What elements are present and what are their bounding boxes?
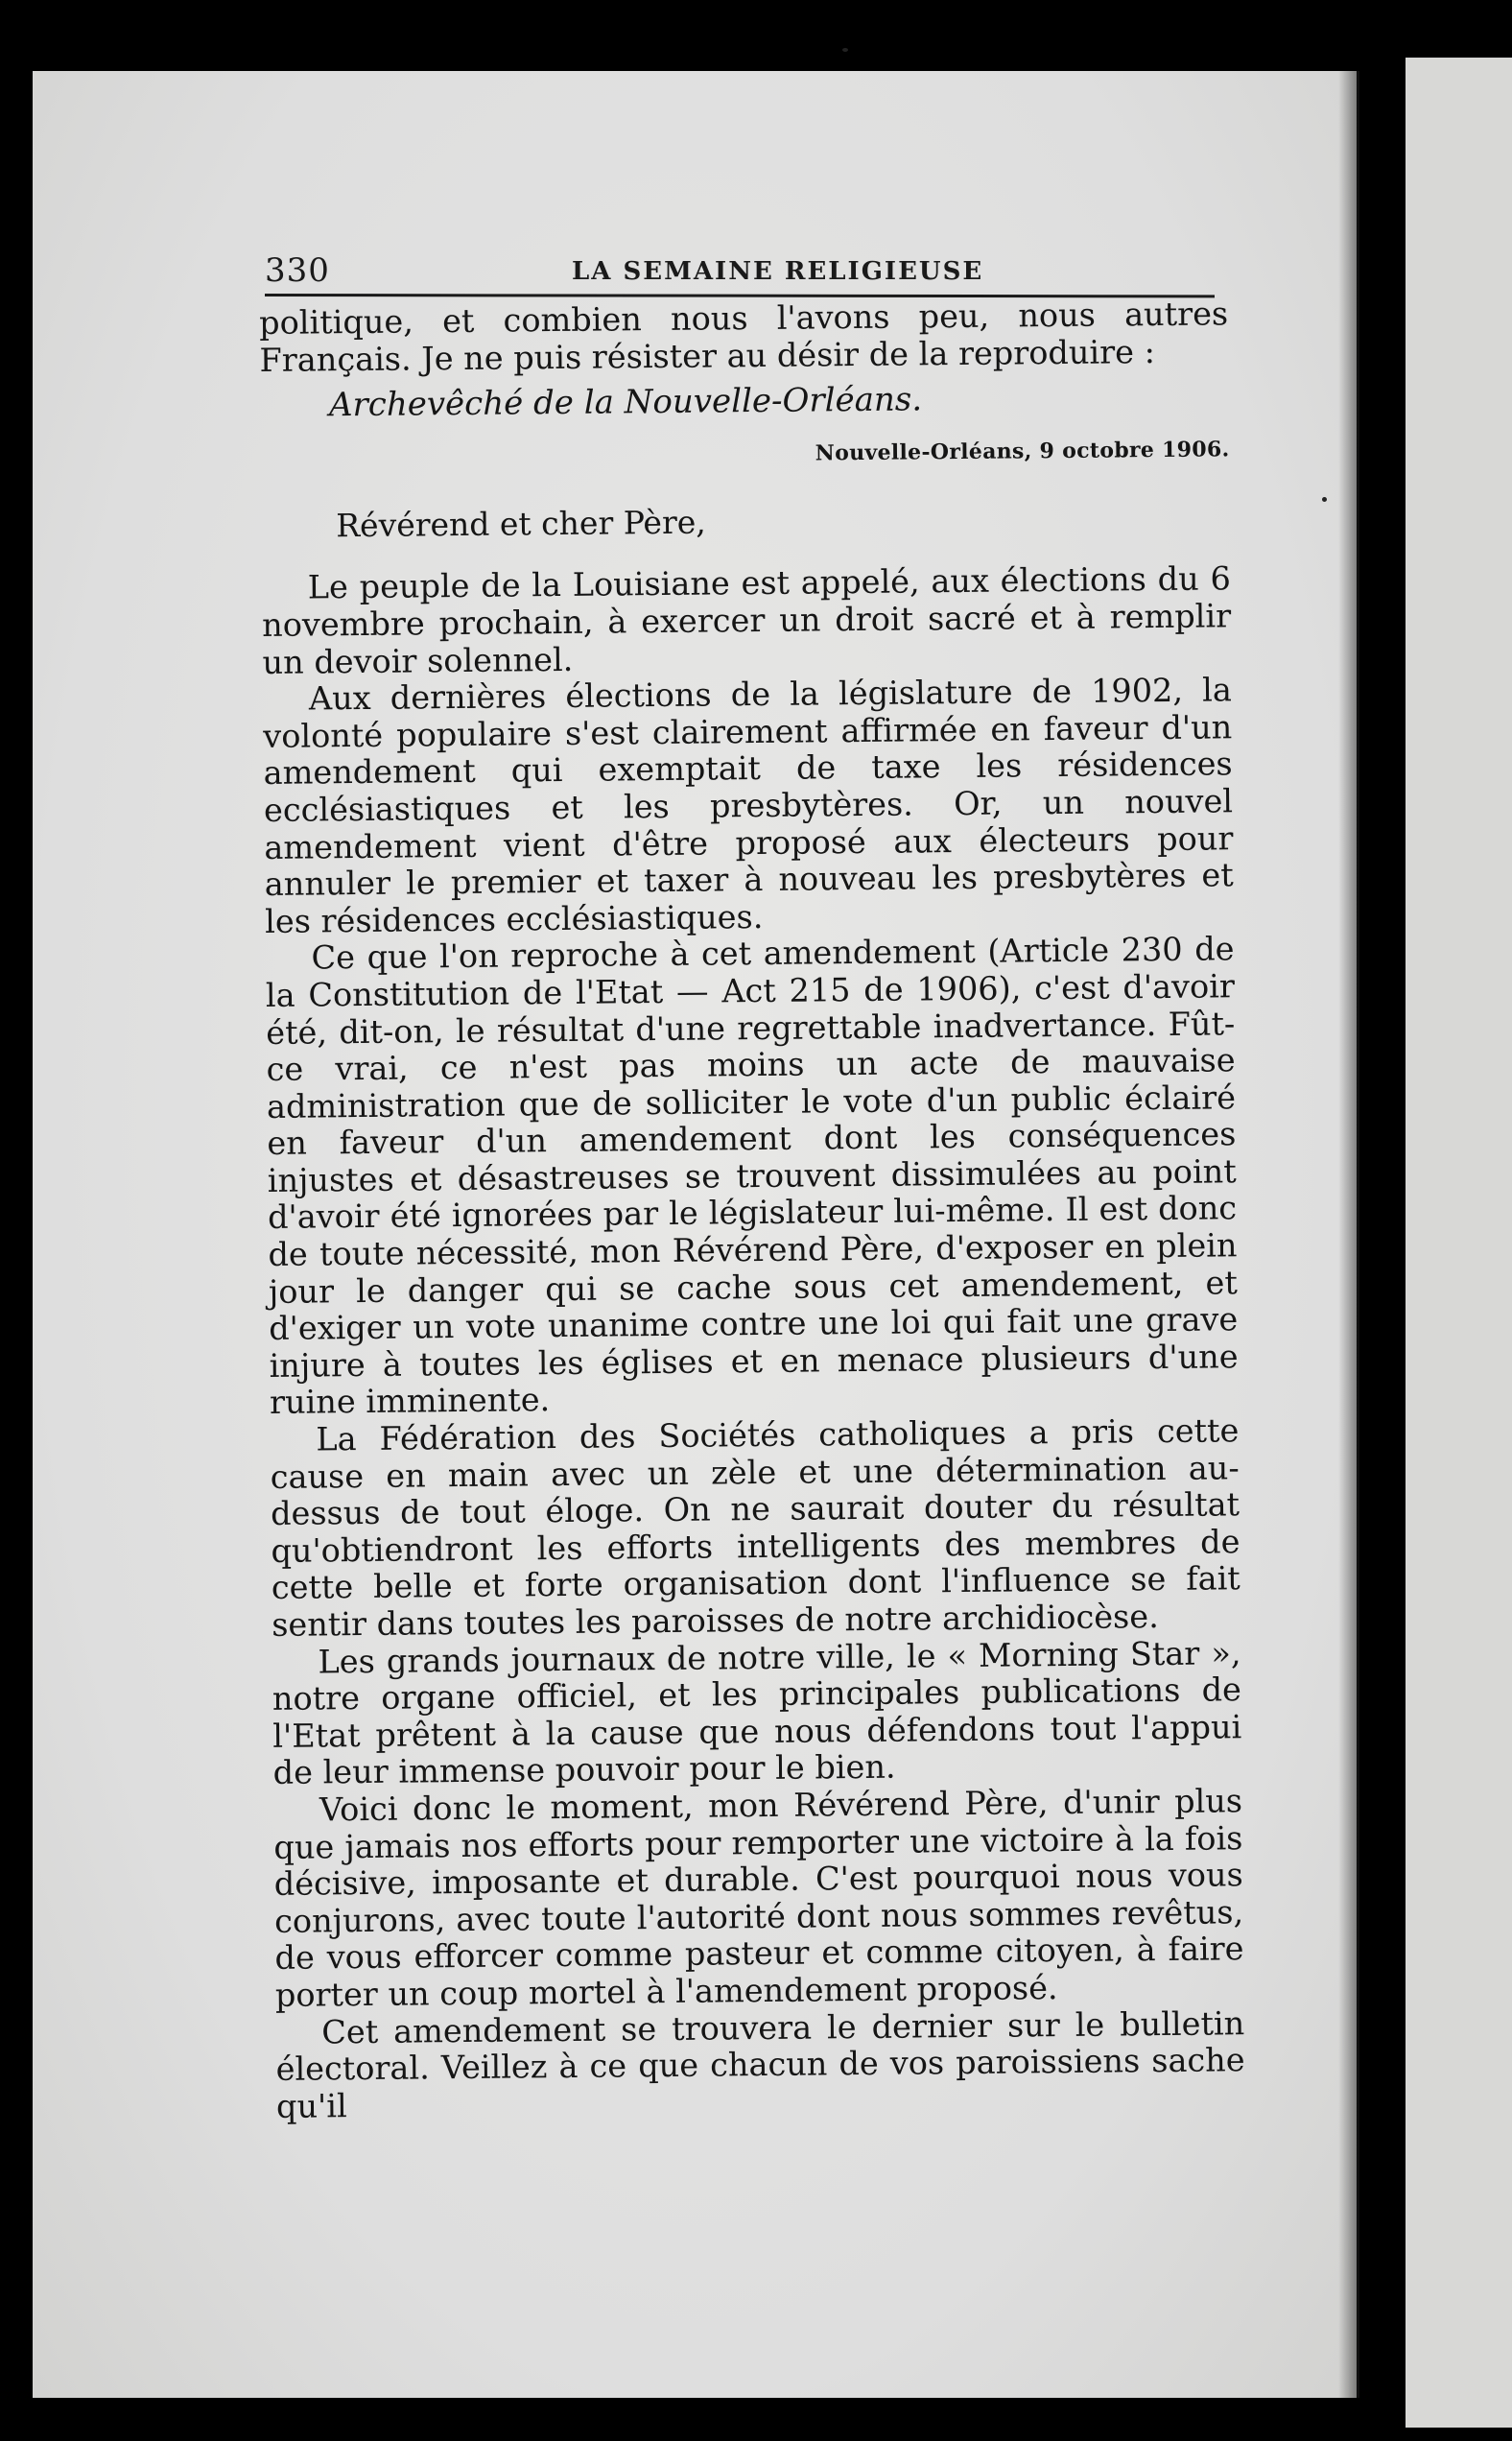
paragraph-1: Le peuple de la Louisiane est appelé, aux élections du 6 novembre prochain, à exercer un droit sacré et à remplir un devoir solennel. (262, 559, 1232, 681)
page-body (259, 296, 1245, 2125)
paragraph-2: Aux dernières élections de la législature de 1902, la volonté populaire s'est clairement affirmée en faveur d'un amendement qui exemptait de taxe les résidences ecclésiastiques et les presbytères. Or, un nouvel amendement vient d'être proposé aux électeurs pour annuler le premier et taxer à nouveau les presbytères et les résidences ecclésiastiques. (263, 671, 1234, 940)
page-number: 330 (265, 251, 330, 290)
paragraph-5: Les grands journaux de notre ville, le « Morning Star », notre organe officiel, et les principales publications de l'Etat prêtent à la cause que nous défendons tout l'appui de leur immense pouvoir pour le bien. (272, 1633, 1242, 1792)
ink-speck (1322, 497, 1327, 502)
ink-speck (842, 48, 848, 52)
paragraph-6: Voici donc le moment, mon Révérend Père, d'unir plus que jamais nos efforts pour remporter une victoire à la fois décisive, imposante et durable. C'est pourquoi nous vous conjurons, avec toute l'autorité dont nous sommes revêtus, de vous efforcer comme pasteur et comme citoyen, à faire porter un coup mortel à l'amendement proposé. (273, 1782, 1244, 2014)
page-header (265, 251, 1224, 290)
dateline: Nouvelle-Orléans, 9 octobre 1906. (815, 437, 1230, 466)
intro-paragraph: politique, et combien nous l'avons peu, nous autres Français. Je ne puis résister au désir de la reproduire : (258, 295, 1229, 379)
gutter-shadow (1338, 71, 1359, 2398)
paragraph-3: Ce que l'on reproche à cet amendement (Article 230 de la Constitution de l'Etat — Act 215 de 1906), c'est d'avoir été, dit-on, le résultat d'une regrettable inadvertance. Fût-ce vrai, ce n'est pas moins un acte de mauvaise administration que de solliciter le vote d'un public éclairé en faveur d'un amendement dont les conséquences injustes et désastreuses se trouvent dissimulées au point d'avoir été ignorées par le législateur lui-même. Il est donc de toute nécessité, mon Révérend Père, d'exposer en plein jour le danger qui se cache sous cet amendement, et d'exiger un vote unanime contre une loi qui fait une grave injure à toutes les églises et en menace plusieurs d'une ruine imminente. (265, 930, 1239, 1422)
letterhead: Archevêché de la Nouvelle-Orléans. (328, 380, 923, 425)
salutation: Révérend et cher Père, (336, 503, 706, 545)
running-title: LA SEMAINE RELIGIEUSE (572, 257, 984, 286)
paragraph-4: La Fédération des Sociétés catholiques a pris cette cause en main avec un zèle et une détermination au-dessus de tout éloge. On ne saurait douter du résultat qu'obtiendront les efforts intelligents des membres de cette belle et forte organisation dont l'influence se fait sentir dans toutes les paroisses de notre archidiocèse. (270, 1411, 1240, 1644)
paragraph-7: Cet amendement se trouvera le dernier sur le bulletin électoral. Veillez à ce que chacun de vos paroissiens sache qu'il (275, 2003, 1245, 2125)
adjacent-page-edge (1406, 58, 1512, 2428)
